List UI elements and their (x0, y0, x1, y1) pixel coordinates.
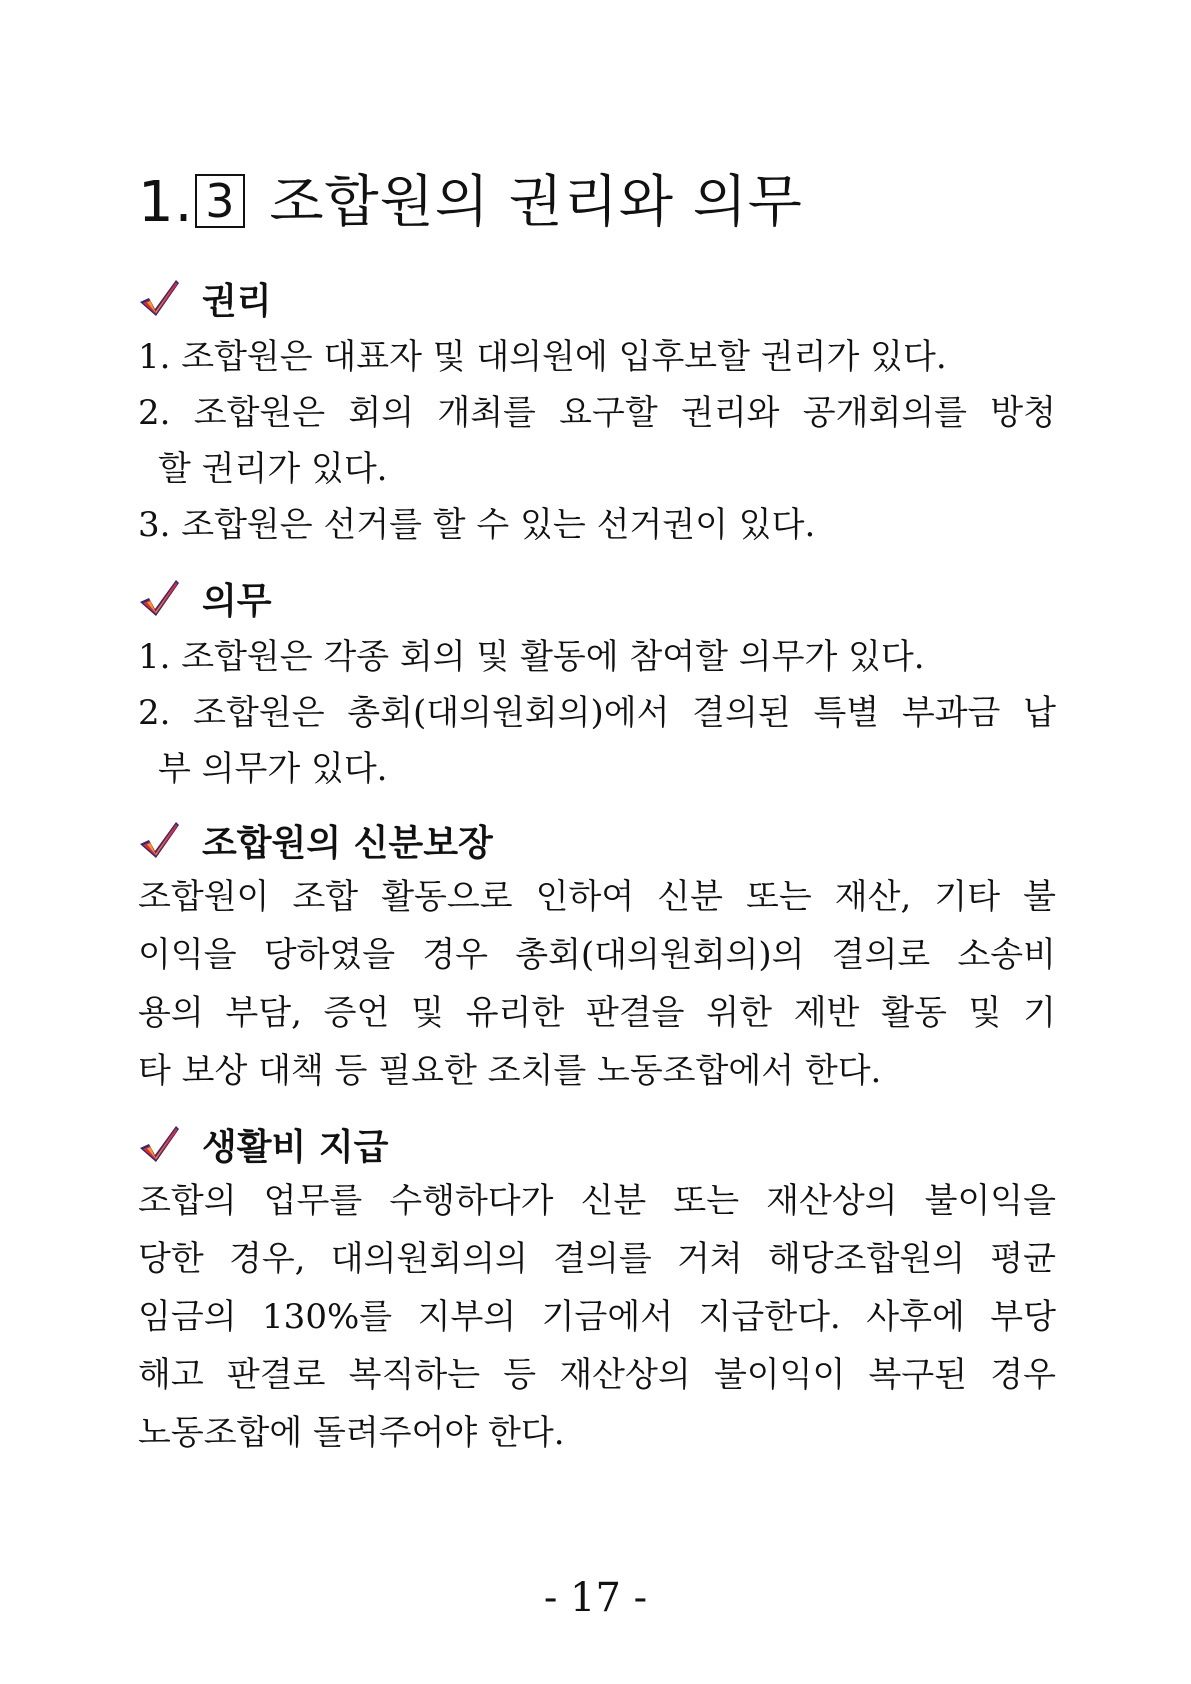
section-heading-living (138, 1116, 388, 1172)
title-number-box: 3 (195, 174, 245, 228)
section-heading-text: 의무 (202, 580, 272, 622)
paragraph-line: 조합원이 조합 활동으로 인하여 신분 또는 재산, 기타 불 (138, 877, 1056, 917)
paragraph-line: 해고 판결로 복직하는 등 재산상의 불이익이 복구된 경우 (138, 1355, 1056, 1395)
section-heading-duties (138, 570, 272, 626)
section-heading-text: 생활비 지급 (202, 1126, 389, 1168)
paragraph-line: 조합의 업무를 수행하다가 신분 또는 재산상의 불이익을 (138, 1181, 1056, 1221)
paragraph-line: 3. 조합원은 선거를 할 수 있는 선거권이 있다. (138, 505, 816, 545)
checkmark-icon (138, 1124, 180, 1164)
paragraph-line: 1. 조합원은 대표자 및 대의원에 입후보할 권리가 있다. (138, 337, 947, 377)
paragraph-line: 타 보상 대책 등 필요한 조치를 노동조합에서 한다. (138, 1051, 882, 1091)
section-heading-text: 조합원의 신분보장 (202, 822, 493, 864)
checkmark-icon (138, 278, 180, 318)
paragraph-line: 이익을 당하였을 경우 총회(대의원회의)의 결의로 소송비 (138, 935, 1056, 975)
section-heading-text: 권리 (202, 280, 272, 322)
paragraph-line: 할 권리가 있다. (158, 449, 388, 489)
page-number: - 17 - (543, 1575, 648, 1621)
page-title (138, 168, 803, 238)
section-heading-rights (138, 270, 272, 326)
paragraph-line: 노동조합에 돌려주어야 한다. (138, 1413, 565, 1453)
section-heading-protection (138, 812, 493, 868)
paragraph-line: 2. 조합원은 총회(대의원회의)에서 결의된 특별 부과금 납 (138, 693, 1056, 733)
checkmark-icon (138, 578, 180, 618)
paragraph-line: 임금의 130%를 지부의 기금에서 지급한다. 사후에 부당 (138, 1297, 1056, 1337)
paragraph-line: 용의 부담, 증언 및 유리한 판결을 위한 제반 활동 및 기 (138, 993, 1056, 1033)
paragraph-line: 당한 경우, 대의원회의의 결의를 거쳐 해당조합원의 평균 (138, 1239, 1056, 1279)
checkmark-icon (138, 820, 180, 860)
paragraph-line: 1. 조합원은 각종 회의 및 활동에 참여할 의무가 있다. (138, 637, 925, 677)
title-text: 조합원의 권리와 의무 (269, 170, 803, 235)
paragraph-line: 2. 조합원은 회의 개최를 요구할 권리와 공개회의를 방청 (138, 393, 1056, 433)
paragraph-line: 부 의무가 있다. (158, 749, 388, 789)
title-prefix: 1. (138, 170, 194, 235)
